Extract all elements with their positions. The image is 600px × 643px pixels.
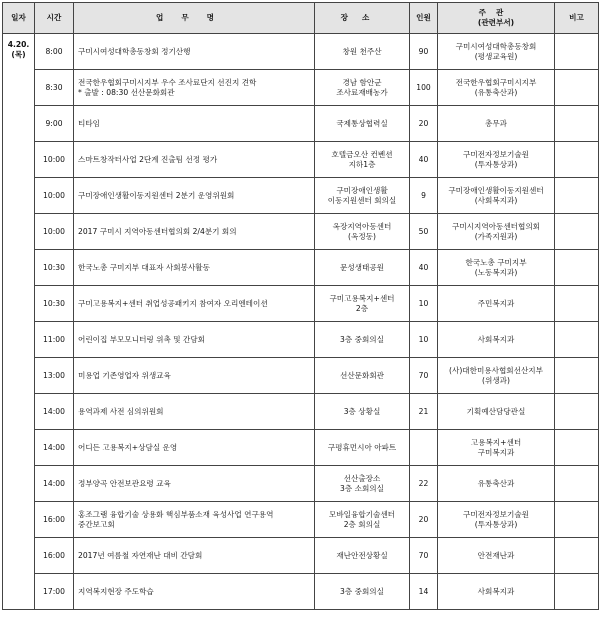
- place-line: 재난안전상황실: [336, 550, 388, 560]
- header-date: 일자: [3, 3, 35, 34]
- time-cell: 10:30: [35, 250, 74, 286]
- date-line2: (목): [11, 50, 26, 59]
- header-people: 인원: [410, 3, 438, 34]
- date-cell: [3, 34, 35, 610]
- header-host-line2: (관련부서): [477, 18, 515, 27]
- host-line: 한국노총 구미지부: [465, 257, 527, 267]
- people-cell: 20: [410, 106, 438, 142]
- place-cell: [315, 214, 410, 250]
- place-line: 호텔금오산 컨벤션: [331, 149, 393, 159]
- people-cell: 40: [410, 250, 438, 286]
- time-cell: 16:00: [35, 502, 74, 538]
- task-line: 홍조그램 융합기술 상용화 핵심부품소재 육성사업 연구용역: [78, 509, 274, 519]
- note-cell: [555, 106, 599, 142]
- header-task: 업무명: [74, 3, 315, 34]
- host-line: (평생교육원): [474, 51, 518, 61]
- task-line: 구미장애인생활이동지원센터 2분기 운영위원회: [78, 190, 235, 200]
- task-line: 전국한우협회구미시지부 우수 조사료단지 선진지 견학: [78, 77, 257, 87]
- host-line: (투자통상과): [474, 519, 518, 529]
- place-line: 경남 함안군: [342, 77, 382, 87]
- task-line: 티타임: [78, 118, 101, 128]
- host-cell: [438, 214, 555, 250]
- host-cell: [438, 178, 555, 214]
- schedule-sheet: [2, 2, 599, 610]
- header-place: 장소: [315, 3, 410, 34]
- place-line: 3층 소회의실: [340, 483, 384, 493]
- host-cell: [438, 70, 555, 106]
- place-line: 조사료재배농가: [336, 87, 388, 97]
- host-cell: [438, 106, 555, 142]
- task-cell: [74, 250, 315, 286]
- people-cell: 21: [410, 394, 438, 430]
- schedule-row: [3, 538, 599, 574]
- schedule-row: [3, 34, 599, 70]
- host-cell: [438, 286, 555, 322]
- schedule-row: [3, 142, 599, 178]
- place-line: 3층 중회의실: [340, 334, 384, 344]
- host-line: 총무과: [484, 118, 507, 128]
- host-line: 전국한우협회구미시지부: [455, 77, 537, 87]
- people-cell: 90: [410, 34, 438, 70]
- task-cell: [74, 358, 315, 394]
- header-host-line1: 주관: [478, 8, 514, 17]
- host-line: 사회복지과: [477, 586, 515, 596]
- people-cell: 40: [410, 142, 438, 178]
- note-cell: [555, 466, 599, 502]
- place-line: 이동지원센터 회의실: [327, 195, 397, 205]
- schedule-row: [3, 502, 599, 538]
- task-cell: [74, 430, 315, 466]
- time-cell: 8:30: [35, 70, 74, 106]
- host-cell: [438, 466, 555, 502]
- place-line: 모바일융합기술센터: [328, 509, 396, 519]
- task-cell: [74, 538, 315, 574]
- task-cell: [74, 142, 315, 178]
- time-cell: 13:00: [35, 358, 74, 394]
- task-cell: [74, 286, 315, 322]
- note-cell: [555, 286, 599, 322]
- place-cell: [315, 142, 410, 178]
- people-cell: 70: [410, 358, 438, 394]
- schedule-row: [3, 466, 599, 502]
- host-cell: [438, 322, 555, 358]
- task-cell: [74, 502, 315, 538]
- schedule-row: [3, 322, 599, 358]
- people-cell: 70: [410, 538, 438, 574]
- host-line: 구미전자정보기술원: [462, 509, 530, 519]
- host-cell: [438, 394, 555, 430]
- place-line: 3층 상황실: [343, 406, 381, 416]
- note-cell: [555, 574, 599, 610]
- date-line1: 4.20.: [7, 40, 30, 49]
- task-cell: [74, 574, 315, 610]
- people-cell: 50: [410, 214, 438, 250]
- host-line: 기획예산담당관실: [466, 406, 526, 416]
- host-line: 구미시지역아동센터협의회: [451, 221, 541, 231]
- host-line: 구미전자정보기술원: [462, 149, 530, 159]
- place-line: 국제통상협력실: [336, 118, 388, 128]
- schedule-row: [3, 394, 599, 430]
- schedule-row: [3, 70, 599, 106]
- host-cell: [438, 430, 555, 466]
- place-cell: [315, 538, 410, 574]
- schedule-row: [3, 178, 599, 214]
- time-cell: 11:00: [35, 322, 74, 358]
- place-cell: [315, 250, 410, 286]
- place-line: 2층: [355, 303, 369, 313]
- note-cell: [555, 358, 599, 394]
- host-line: 구미복지과: [477, 447, 515, 457]
- place-line: 구미고용복지+센터: [329, 293, 395, 303]
- host-cell: [438, 34, 555, 70]
- task-cell: [74, 106, 315, 142]
- note-cell: [555, 34, 599, 70]
- task-cell: [74, 214, 315, 250]
- people-cell: 14: [410, 574, 438, 610]
- host-line: 유통축산과: [477, 478, 515, 488]
- place-line: 문성생태공원: [339, 262, 384, 272]
- host-line: (위생과): [482, 375, 510, 385]
- place-cell: [315, 430, 410, 466]
- note-cell: [555, 178, 599, 214]
- host-line: 구미장애인생활이동지원센터: [448, 185, 544, 195]
- task-cell: [74, 34, 315, 70]
- task-line: 용역과제 사전 심의위원회: [78, 406, 164, 416]
- time-cell: 17:00: [35, 574, 74, 610]
- host-cell: [438, 538, 555, 574]
- schedule-row: [3, 250, 599, 286]
- note-cell: [555, 70, 599, 106]
- time-cell: 14:00: [35, 466, 74, 502]
- note-cell: [555, 394, 599, 430]
- host-line: 사회복지과: [477, 334, 515, 344]
- note-cell: [555, 142, 599, 178]
- header-row: [3, 3, 599, 34]
- place-line: 2층 회의실: [343, 519, 381, 529]
- schedule-row: [3, 358, 599, 394]
- host-line: (노동복지과): [474, 267, 518, 277]
- task-line: 2017년 여름철 자연재난 대비 간담회: [78, 550, 203, 560]
- task-line: 구미시여성대학총동창회 정기산행: [78, 46, 191, 56]
- schedule-row: [3, 574, 599, 610]
- task-line: 구미고용복지+센터 취업성공패키지 참여자 오리엔테이션: [78, 298, 268, 308]
- time-cell: 9:00: [35, 106, 74, 142]
- note-cell: [555, 214, 599, 250]
- note-cell: [555, 430, 599, 466]
- note-cell: [555, 502, 599, 538]
- place-line: (옥정동): [348, 231, 376, 241]
- people-cell: 10: [410, 322, 438, 358]
- schedule-table: [2, 2, 599, 610]
- header-time: 시간: [35, 3, 74, 34]
- time-cell: 10:00: [35, 142, 74, 178]
- place-line: 선산출장소: [343, 473, 381, 483]
- task-cell: [74, 70, 315, 106]
- schedule-row: [3, 106, 599, 142]
- host-cell: [438, 250, 555, 286]
- header-host: [438, 3, 555, 34]
- task-line: 어린이집 부모모니터링 위촉 및 간담회: [78, 334, 206, 344]
- host-line: 주민복지과: [477, 298, 515, 308]
- header-note: 비고: [555, 3, 599, 34]
- host-line: (사)대한미용사협회선산지부: [449, 365, 543, 375]
- task-line: 미용업 기존영업자 위생교육: [78, 370, 171, 380]
- people-cell: 9: [410, 178, 438, 214]
- schedule-row: [3, 430, 599, 466]
- task-line: 지역복지현장 주도학습: [78, 586, 154, 596]
- schedule-row: [3, 286, 599, 322]
- place-cell: [315, 394, 410, 430]
- place-cell: [315, 574, 410, 610]
- time-cell: 14:00: [35, 430, 74, 466]
- place-cell: [315, 34, 410, 70]
- host-cell: [438, 574, 555, 610]
- host-line: (유통축산과): [474, 87, 518, 97]
- place-cell: [315, 106, 410, 142]
- people-cell: 20: [410, 502, 438, 538]
- place-line: 3층 중회의실: [340, 586, 384, 596]
- host-line: (투자통상과): [474, 159, 518, 169]
- place-cell: [315, 286, 410, 322]
- host-line: 안전재난과: [477, 550, 515, 560]
- place-cell: [315, 358, 410, 394]
- place-cell: [315, 466, 410, 502]
- task-line: 어디든 고용복지+상담실 운영: [78, 442, 178, 452]
- task-line: 정부양곡 안전보관요령 교육: [78, 478, 171, 488]
- place-cell: [315, 502, 410, 538]
- time-cell: 10:00: [35, 214, 74, 250]
- time-cell: 8:00: [35, 34, 74, 70]
- task-line: * 출발 : 08:30 선산문화회관: [78, 87, 175, 97]
- people-cell: [410, 430, 438, 466]
- note-cell: [555, 538, 599, 574]
- task-line: 2017 구미시 지역아동센터협의회 2/4분기 회의: [78, 226, 237, 236]
- host-line: (사회복지과): [474, 195, 518, 205]
- place-cell: [315, 178, 410, 214]
- note-cell: [555, 322, 599, 358]
- task-line: 한국노총 구미지부 대표자 사회봉사활동: [78, 262, 210, 272]
- people-cell: 10: [410, 286, 438, 322]
- task-cell: [74, 466, 315, 502]
- note-cell: [555, 250, 599, 286]
- schedule-row: [3, 214, 599, 250]
- host-line: 고용복지+센터: [470, 437, 522, 447]
- place-line: 옥장지역아동센터: [332, 221, 392, 231]
- task-cell: [74, 178, 315, 214]
- place-cell: [315, 322, 410, 358]
- time-cell: 16:00: [35, 538, 74, 574]
- host-cell: [438, 358, 555, 394]
- host-cell: [438, 142, 555, 178]
- place-line: 선산문화회관: [339, 370, 384, 380]
- people-cell: 100: [410, 70, 438, 106]
- time-cell: 10:00: [35, 178, 74, 214]
- people-cell: 22: [410, 466, 438, 502]
- host-cell: [438, 502, 555, 538]
- place-line: 창원 천주산: [342, 46, 382, 56]
- task-line: 중간보고회: [78, 519, 115, 529]
- host-line: (가족지원과): [474, 231, 518, 241]
- place-line: 구평휴먼시아 아파트: [327, 442, 397, 452]
- task-line: 스마트창작터사업 2단계 진출팀 선정 평가: [78, 154, 218, 164]
- time-cell: 14:00: [35, 394, 74, 430]
- task-cell: [74, 322, 315, 358]
- place-cell: [315, 70, 410, 106]
- task-cell: [74, 394, 315, 430]
- place-line: 구미장애인생활: [336, 185, 388, 195]
- host-line: 구미시여성대학총동창회: [455, 41, 537, 51]
- place-line: 지하1층: [348, 159, 376, 169]
- time-cell: 10:30: [35, 286, 74, 322]
